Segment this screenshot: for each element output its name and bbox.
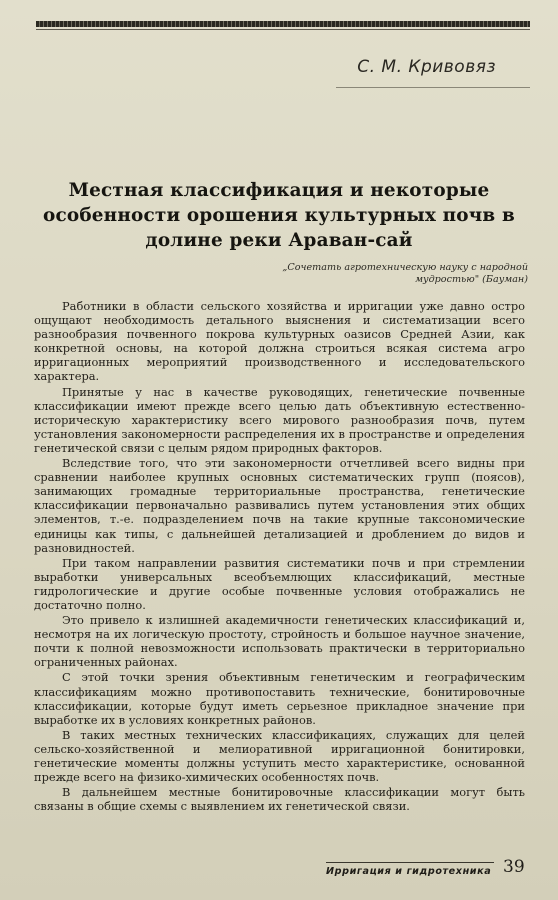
paragraph: Работники в области сельского хозяйства и ирригации уже давно остро ощущают необходимость детального выяснения и систематизации всего разнообразия почвенного покрова культурных оазисов Средней Азии, как конкретной основы, на которой должна строиться всякая система агро ирригационных мероприятий производственного и исследовательского характера.: [34, 299, 525, 384]
page-number: 39: [503, 857, 525, 877]
author-underline: [336, 87, 530, 88]
paragraph: При таком направлении развития систематики почв и при стремлении выработки универсальных всеобъемлющих классификаций, местные гидрологические и другие особые почвенные условия отображались не достаточно полно.: [34, 555, 525, 612]
article-body: [34, 299, 525, 814]
paragraph: В дальнейшем местные бонитировочные классификации могут быть связаны в общие схемы с выявлением их генетической связи.: [34, 785, 525, 814]
article-title: Местная классификация и некоторые особенности орошения культурных почв в долине реки Араван-сай: [42, 180, 515, 251]
paragraph: Вследствие того, что эти закономерности отчетливей всего видны при сравнении наиболее крупных основных систематических групп (поясов), занимающих громадные территориальные пространства, генетические классификации первоначально развивались путем установления этих общих элементов, т.-е. подразделением почв на такие крупные таксономические единицы как типы, с дальнейшей детализацией и дроблением до видов и разновидностей.: [34, 456, 525, 555]
paragraph: С этой точки зрения объективным генетическим и географическим классификациям можно противопоставить технические, бонитировочные классификации, которые будут иметь серьезное прикладное значение при выработке их в условиях конкретных районов.: [34, 670, 525, 727]
article-author: С. М. Кривовяз: [357, 57, 496, 77]
journal-name: Ирригация и гидротехника: [326, 866, 492, 877]
top-thin-rule: [36, 29, 530, 30]
paragraph: В таких местных технических классификациях, служащих для целей сельско-хозяйственной и мелиоративной ирригационной бонитировки, генетические моменты должны уступить место характеристике, основанной прежде всего на физико-химических особенностях почв.: [34, 727, 525, 785]
footer-rule: [326, 862, 494, 863]
paragraph: Принятые у нас в качестве руководящих, генетические почвенные классификации имеют прежде всего целью дать объективную естественно-историческую характеристику всего мирового разнообразия почв, путем установления закономерности распределения их в пространстве и определения генетической связи с целым рядом природных факторов.: [34, 384, 525, 455]
paragraph: Это привело к излишней академичности генетических классификаций и, несмотря на их логическую простоту, стройность и большое научное значение, почти к полной невозможности использовать практически в территориально ограниченных районах.: [34, 613, 525, 670]
top-ornamental-rule: [36, 21, 530, 27]
epigraph: „Сочетать агротехническую науку с народной мудростью" (Бауман): [282, 262, 528, 285]
